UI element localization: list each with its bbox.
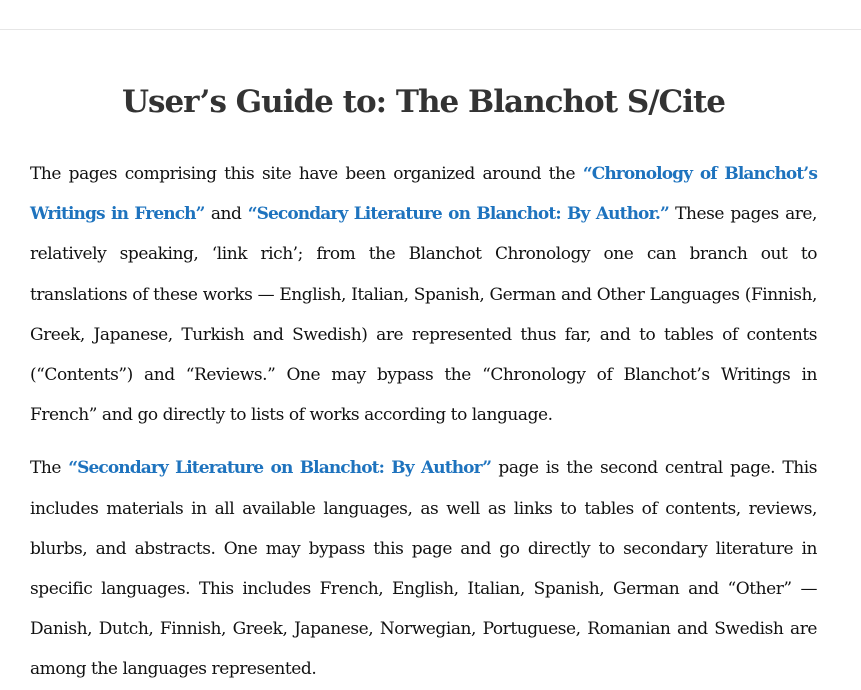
secondary-text-2: page is the second central page. This includes materials in all available languages, as well as links to tables of contents, reviews, blurbs, and abstracts. One may bypass this page and go directly to secondary literature in specific languages. This includes French, English, Italian, Spanish, German and “Other” — Danish, Dutch, Finnish, Greek, Japanese, Norwegian, Portuguese, Romanian and Swedish are among the languages represented. xyxy=(30,458,818,680)
secondary-text-1: The xyxy=(30,458,69,479)
intro-paragraph xyxy=(30,154,817,435)
top-bar xyxy=(0,0,861,30)
article xyxy=(30,30,817,690)
intro-text-1: The pages comprising this site have been organized around the xyxy=(30,164,583,184)
intro-text-2: and xyxy=(204,204,248,225)
secondary-literature-by-author-link[interactable]: “Secondary Literature on Blanchot: By Author” xyxy=(68,458,492,479)
secondary-literature-link[interactable]: “Secondary Literature on Blanchot: By Author.” xyxy=(247,204,669,225)
page-title: User’s Guide to: The Blanchot S/Cite xyxy=(121,84,726,120)
chronology-link[interactable]: “Chronology of Blanchot’s Writings in French” xyxy=(30,164,817,225)
secondary-paragraph xyxy=(30,448,817,689)
intro-text-3: These pages are, relatively speaking, ‘link rich’; from the Blanchot Chronology one can branch out to translations of these works — English, Italian, Spanish, German and Other Languages (Finnish, Greek, Japanese, Turkish and Swedish) are represented thus far, and to tables of contents (“Contents”) and “Reviews.” One may bypass the “Chronology of Blanchot’s Writings in French” and go directly to lists of works according to language. xyxy=(30,204,817,426)
